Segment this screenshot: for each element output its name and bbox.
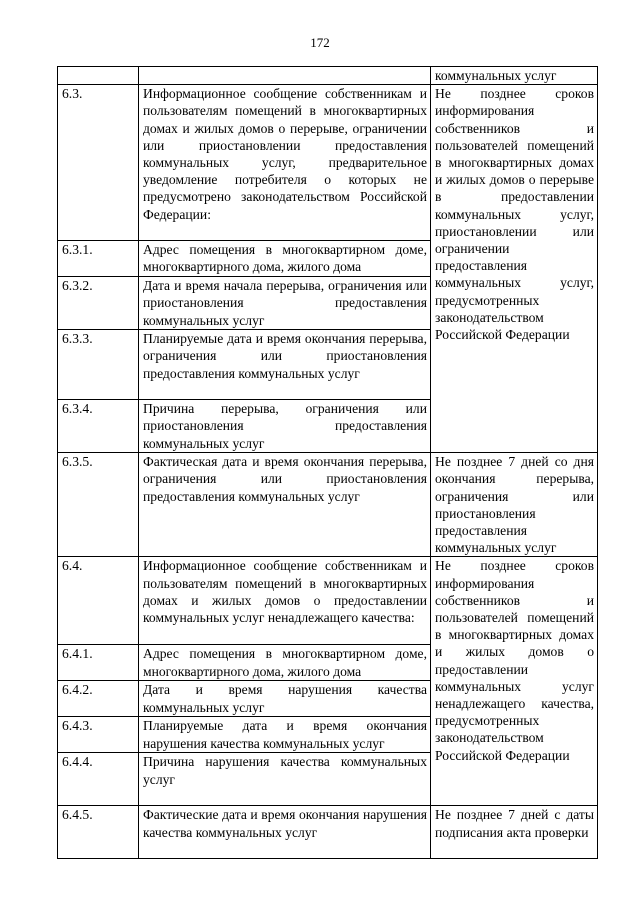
row-number: 6.4.: [58, 557, 139, 645]
row-number: 6.3.4.: [58, 400, 139, 453]
row-number: 6.3.1.: [58, 241, 139, 277]
row-description: Планируемые дата и время окончания нарушения качества коммунальных услуг: [139, 717, 431, 753]
row-deadline: Не позднее 7 дней со дня окончания перерыва, ограничения или приостановления предоставления коммунальных услуг: [431, 453, 598, 557]
row-description: Дата и время начала перерыва, ограничения или приостановления предоставления коммунальных услуг: [139, 277, 431, 330]
row-number: 6.3.5.: [58, 453, 139, 557]
row-number: 6.4.4.: [58, 753, 139, 806]
row-deadline: Не позднее сроков информирования собственников и пользователей помещений в многоквартирных домах и жилых домов о перерыве в предоставлении коммунальных услуг, приостановлении или ограничении предоставления коммунальных услуг, предусмотренных законодательством Российской Федерации: [431, 85, 598, 453]
row-number: 6.3.2.: [58, 277, 139, 330]
row-number: 6.4.2.: [58, 681, 139, 717]
row-description: Планируемые дата и время окончания перерыва, ограничения или приостановления предоставления коммунальных услуг: [139, 330, 431, 400]
row-description: Адрес помещения в многоквартирном доме, многоквартирного дома, жилого дома: [139, 645, 431, 681]
table-row: [58, 453, 598, 557]
page-number: 172: [310, 35, 330, 50]
row-number: 6.3.: [58, 85, 139, 241]
table-row: [58, 557, 598, 645]
row-description: Информационное сообщение собственникам и пользователям помещений в многоквартирных домах и жилых домов о предоставлении коммунальных услуг ненадлежащего качества:: [139, 557, 431, 645]
row-description: Фактическая дата и время окончания перерыва, ограничения или приостановления предоставления коммунальных услуг: [139, 453, 431, 557]
table-row: [58, 806, 598, 859]
row-deadline: Не позднее 7 дней с даты подписания акта проверки: [431, 806, 598, 859]
row-description: Информационное сообщение собственникам и пользователям помещений в многоквартирных домах и жилых домов о перерыве, ограничении или приостановлении предоставления коммунальных услуг, предварительное уведомление потребителя о которых не предусмотрено законодательством Российской Федерации:: [139, 85, 431, 241]
row-number: 6.4.3.: [58, 717, 139, 753]
row-description: Причина перерыва, ограничения или приостановления предоставления коммунальных услуг: [139, 400, 431, 453]
row-number: 6.4.5.: [58, 806, 139, 859]
requirements-table: [57, 66, 598, 859]
row-description: Адрес помещения в многоквартирном доме, многоквартирного дома, жилого дома: [139, 241, 431, 277]
row-deadline: коммунальных услуг: [431, 67, 598, 85]
row-number: [58, 67, 139, 85]
row-description: Дата и время нарушения качества коммунальных услуг: [139, 681, 431, 717]
row-number: 6.3.3.: [58, 330, 139, 400]
row-number: 6.4.1.: [58, 645, 139, 681]
table-row: [58, 85, 598, 241]
row-description: Причина нарушения качества коммунальных услуг: [139, 753, 431, 806]
table-row: [58, 67, 598, 85]
row-description: Фактические дата и время окончания нарушения качества коммунальных услуг: [139, 806, 431, 859]
row-description: [139, 67, 431, 85]
row-deadline: Не позднее сроков информирования собственников и пользователей помещений в многоквартирных домах и жилых домов о предоставлении коммунальных услуг ненадлежащего качества, предусмотренных законодательством Российской Федерации: [431, 557, 598, 806]
